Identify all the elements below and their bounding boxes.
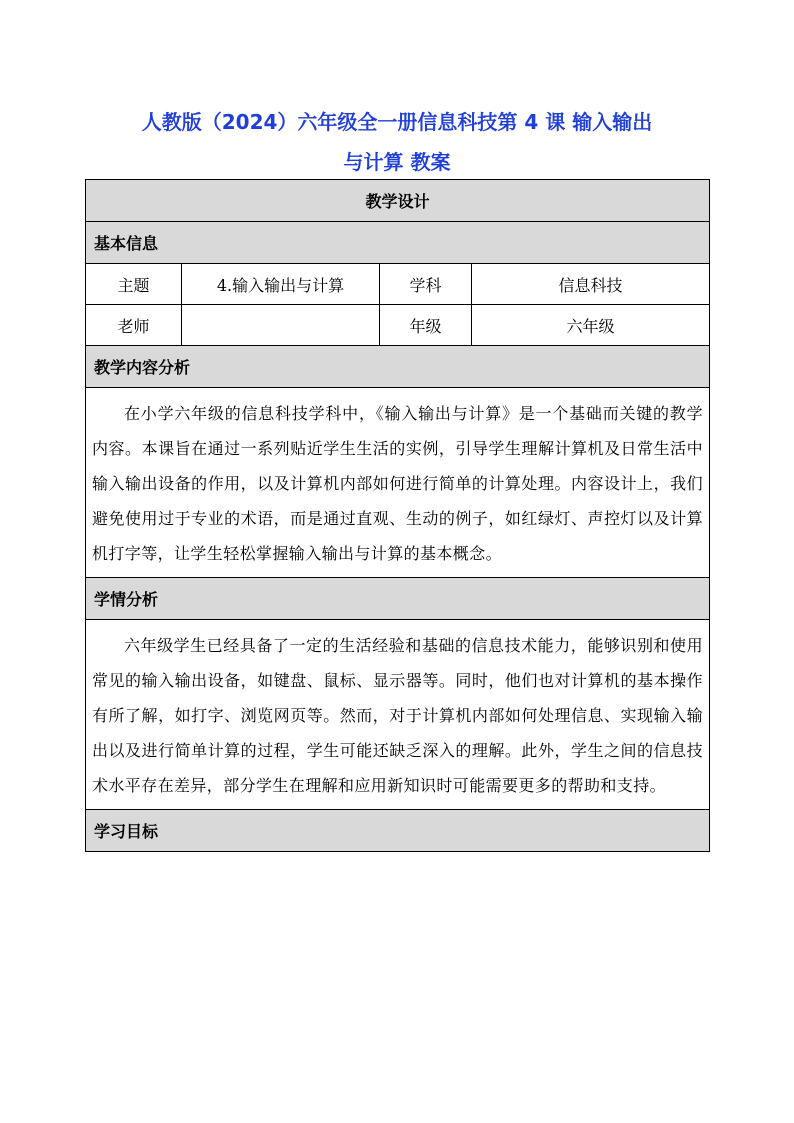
basic-info-header-row	[86, 222, 710, 264]
subject-value: 信息科技	[472, 264, 710, 305]
objectives-header-row	[86, 810, 710, 852]
objectives-header: 学习目标	[86, 810, 710, 852]
document-title-line1: 人教版（2024）六年级全一册信息科技第 4 课 输入输出	[141, 110, 653, 134]
lesson-plan-table	[85, 179, 710, 852]
content-analysis-header: 教学内容分析	[86, 346, 710, 388]
learner-analysis-text: 六年级学生已经具备了一定的生活经验和基础的信息技术能力，能够识别和使用常见的输入输出设备，如键盘、鼠标、显示器等。同时，他们也对计算机的基本操作有所了解，如打字、浏览网页等。然而，对于计算机内部如何处理信息、实现输入输出以及进行简单计算的过程，学生可能还缺乏深入的理解。此外，学生之间的信息技术水平存在差异，部分学生在理解和应用新知识时可能需要更多的帮助和支持。	[86, 620, 710, 810]
learner-analysis-row	[86, 620, 710, 810]
content-analysis-header-row	[86, 346, 710, 388]
document-title-line2: 与计算 教案	[343, 150, 451, 174]
info-row-topic	[86, 264, 710, 305]
basic-info-header: 基本信息	[86, 222, 710, 264]
topic-label: 主题	[86, 264, 182, 305]
design-header-row	[86, 180, 710, 222]
topic-value: 4.输入输出与计算	[182, 264, 380, 305]
grade-label: 年级	[380, 305, 472, 346]
info-row-teacher	[86, 305, 710, 346]
content-analysis-row	[86, 388, 710, 578]
learner-analysis-header-row	[86, 578, 710, 620]
teacher-value	[182, 305, 380, 346]
teacher-label: 老师	[86, 305, 182, 346]
grade-value: 六年级	[472, 305, 710, 346]
content-analysis-text: 在小学六年级的信息科技学科中，《输入输出与计算》是一个基础而关键的教学内容。本课旨在通过一系列贴近学生生活的实例，引导学生理解计算机及日常生活中输入输出设备的作用，以及计算机内部如何进行简单的计算处理。内容设计上，我们避免使用过于专业的术语，而是通过直观、生动的例子，如红绿灯、声控灯以及计算机打字等，让学生轻松掌握输入输出与计算的基本概念。	[86, 388, 710, 578]
subject-label: 学科	[380, 264, 472, 305]
design-header: 教学设计	[86, 180, 710, 222]
learner-analysis-header: 学情分析	[86, 578, 710, 620]
